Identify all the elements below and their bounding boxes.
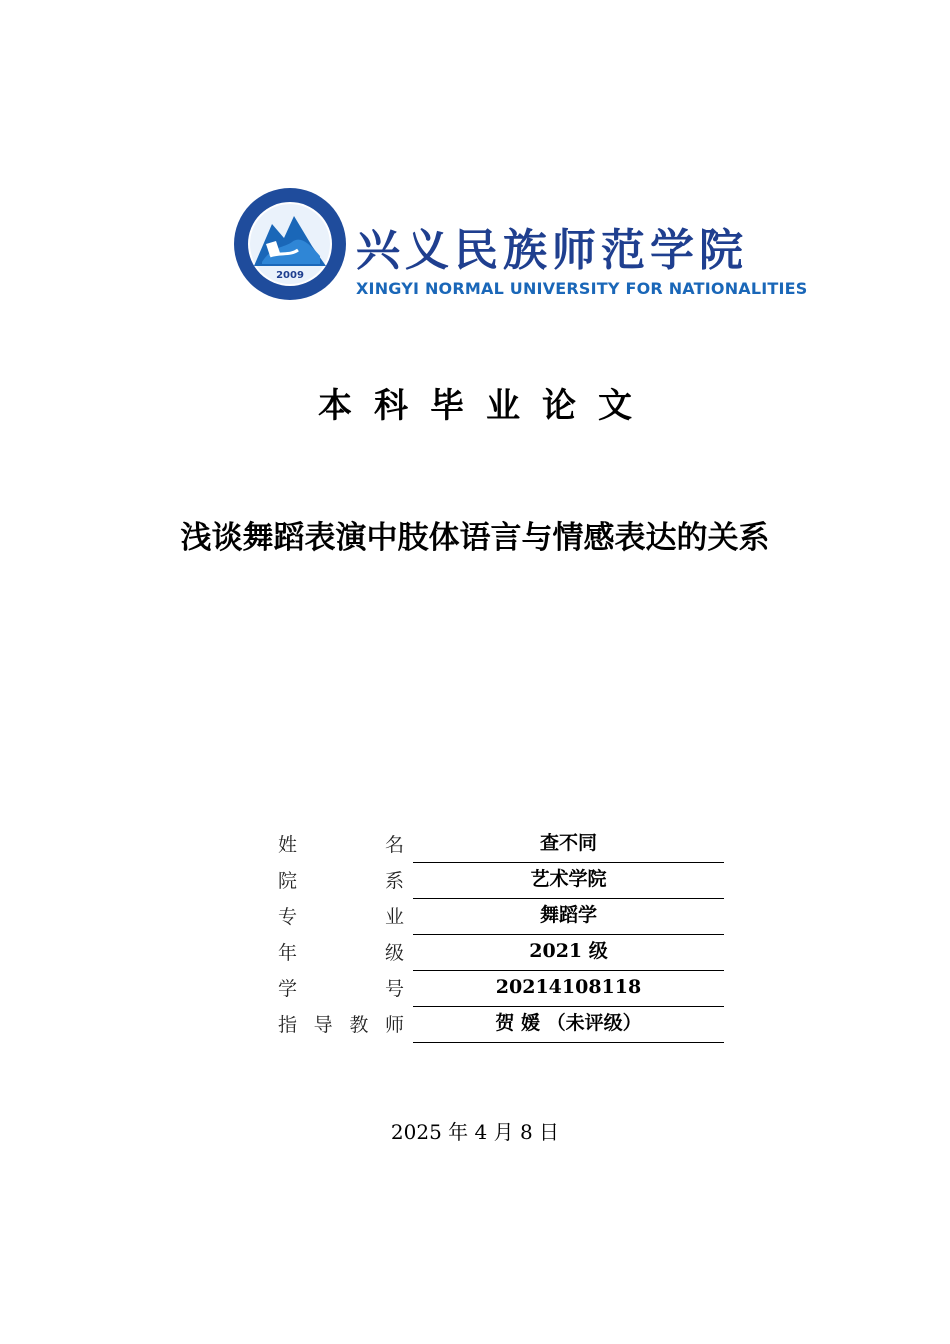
info-value-advisor: 贺 媛 （未评级） [413,1006,724,1043]
info-value-department: 艺术学院 [413,862,724,899]
university-logo [232,186,808,306]
info-value-student-id: 20214108118 [413,970,724,1007]
info-value-major: 舞蹈学 [413,898,724,935]
info-row-student-id [278,970,726,1006]
document-type: 本科毕业论文 [318,386,654,426]
info-value-name: 查不同 [413,826,724,863]
info-label: 姓 名 [278,834,404,856]
info-label: 院 系 [278,870,404,892]
info-row-advisor [278,1006,726,1042]
info-label: 学 号 [278,978,404,1000]
university-name-en: XINGYI NORMAL UNIVERSITY FOR NATIONALITIES [356,279,808,298]
info-label: 指 导 教 师 [278,1014,404,1036]
university-name-cn: 兴义民族师范学院 [356,225,748,276]
thesis-title: 浅谈舞蹈表演中肢体语言与情感表达的关系 [180,520,770,556]
submission-date: 2025 年 4 月 8 日 [390,1120,560,1144]
student-info-table [278,826,726,1042]
info-value-grade: 2021 级 [413,934,724,971]
info-label: 年 级 [278,942,404,964]
info-row-department [278,862,726,898]
info-label: 专 业 [278,906,404,928]
info-row-name [278,826,726,862]
info-row-grade [278,934,726,970]
university-emblem-icon [232,186,352,306]
info-row-major [278,898,726,934]
logo-year: 2009 [276,270,304,281]
